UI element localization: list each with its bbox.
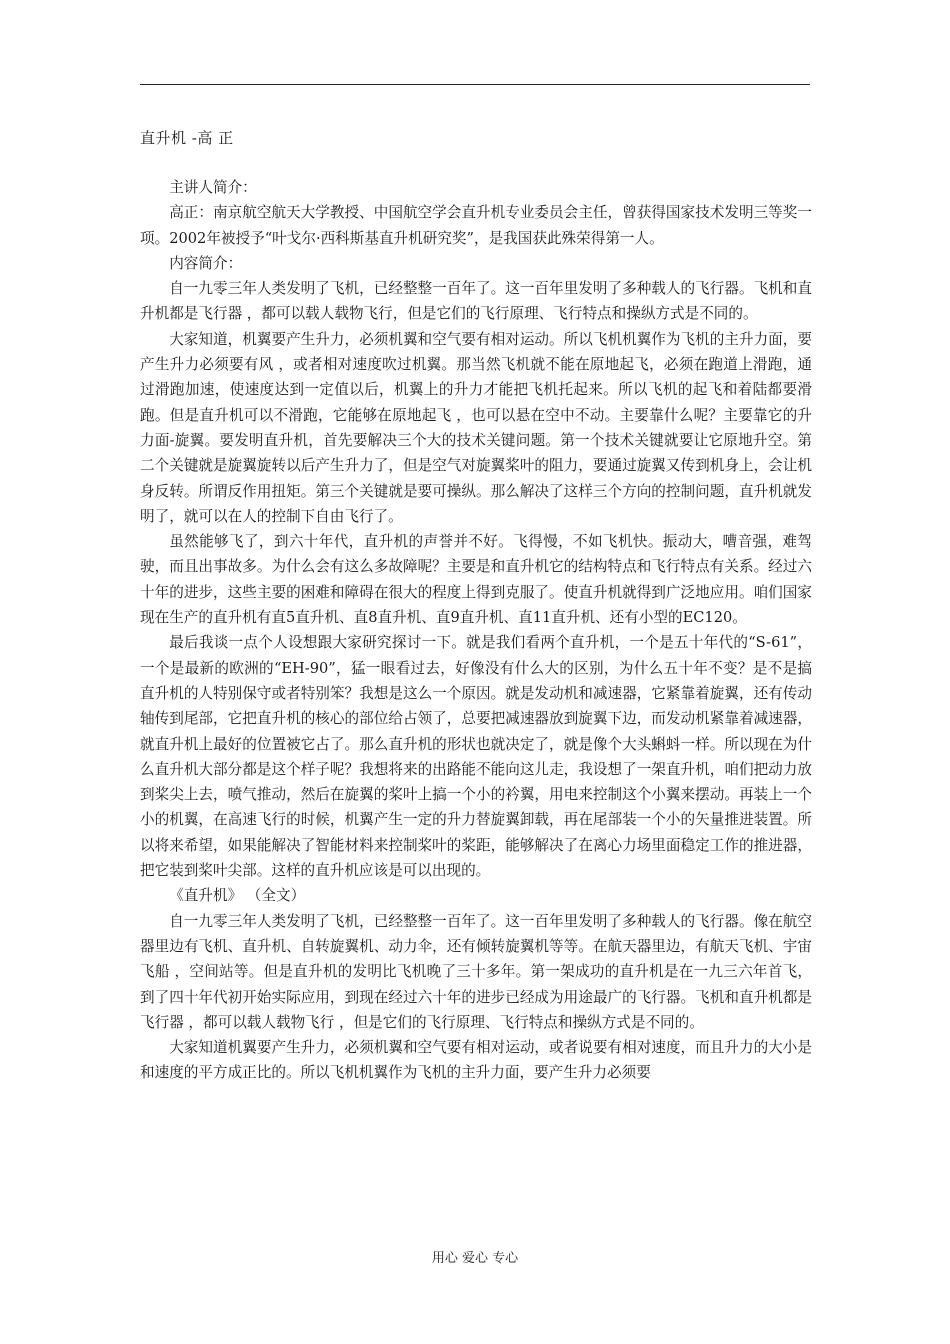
paragraph-speaker-heading: 主讲人简介： [169,179,257,196]
paragraph: 虽然能够飞了，到六十年代，直升机的声誉并不好。飞得慢，不如飞机快。振动大，嘈音强，难驾驶，而且出事故多。为什么会有这么多故障呢？主要是和直升机它的结构特点和飞行特点有关系。经过六十年的进步，这些主要的困难和障碍在很大的程度上得到克服了。使直升机就得到广泛地应用。咱们国家现在生产的直升机有直5直升机、直8直升机、直9直升机、直11直升机、还有小型的EC120。 [140,533,812,627]
paragraph: 大家知道机翼要产生升力，必须机翼和空气要有相对运动，或者说要有相对速度，而且升力的大小是和速度的平方成正比的。所以飞机机翼作为飞机的主升力面，要产生升力必须要 [140,1039,812,1082]
paragraph: 大家知道，机翼要产生升力，必须机翼和空气要有相对运动。所以飞机机翼作为飞机的主升力面，要产生升力必须要有风 ，或者相对速度吹过机翼。那当然飞机就不能在原地起飞，必须在跑道上滑跑，通过滑跑加速，使速度达到一定值以后，机翼上的升力才能把飞机托起来。所以飞机的起飞和着陆都要滑跑。但是直升机可以不滑跑，它能够在原地起飞 ，也可以悬在空中不动。主要靠什么呢？主要靠它的升力面-旋翼。要发明直升机，首先要解决三个大的技术关键问题。第一个技术关键就要让它原地升空。第二个关键就是旋翼旋转以后产生升力了，但是空气对旋翼桨叶的阻力，要通过旋翼又传到机身上，会让机身反转。所谓反作用扭矩。第三个关键就是要可操纵。那么解决了这样三个方向的控制问题，直升机就发明了，就可以在人的控制下自由飞行了。 [140,330,812,525]
page-footer: 用心 爱心 专心 [431,1251,519,1266]
document-body [140,175,812,1086]
paragraph: 最后我谈一点个人设想跟大家研究探讨一下。就是我们看两个直升机，一个是五十年代的“S-61”，一个是最新的欧洲的“EH-90”，猛一眼看过去，好像没有什么大的区别，为什么五十年不变？是不是搞直升机的人特别保守或者特别笨？我想是这么一个原因。就是发动机和减速器，它紧靠着旋翼，还有传动轴传到尾部，它把直升机的核心的部位给占领了，总要把减速器放到旋翼下边，而发动机紧靠着减速器，就直升机上最好的位置被它占了。那么直升机的形状也就决定了，就是像个大头蝌蚪一样。所以现在为什么直升机大部分都是这个样子呢？我想将来的出路能不能向这儿走，我设想了一架直升机，咱们把动力放到桨尖上去，喷气推动，然后在旋翼的桨叶上搞一个小的衿翼，用电来控制这个小翼来摆动。再装上一个小的机翼，在高速飞行的时候，机翼产生一定的升力替旋翼卸载，再在尾部装一个小的矢量推进装置。所以将来希望，如果能解决了智能材料来控制桨叶的桨距，能够解决了在离心力场里面稳定工作的推进器，把它装到桨叶尖部。这样的直升机应该是可以出现的。 [140,634,812,880]
page-title: 直升机 -高 正 [140,129,234,147]
paragraph-summary-heading: 内容简介： [169,254,243,272]
paragraph-speaker-bio: 高正：南京航空航天大学教授、中国航空学会直升机专业委员会主任，曾获得国家技术发明三等奖一项。2002年被授予“叶戈尔·西科斯基直升机研究奖”，是我国获此殊荣得第一人。 [140,204,812,247]
header-rule [140,84,810,85]
paragraph-fulltext-heading: 《直升机》 （全文） [169,887,306,905]
paragraph: 自一九零三年人类发明了飞机，已经整整一百年了。这一百年里发明了多种载人的飞行器。飞机和直升机都是飞行器 ，都可以载人载物飞行，但是它们的飞行原理、飞行特点和操纵方式是不同的。 [140,280,812,323]
paragraph: 自一九零三年人类发明了飞机，已经整整一百年了。这一百年里发明了多种载人的飞行器。像在航空器里边有飞机、直升机、自转旋翼机、动力伞，还有倾转旋翼机等等。在航天器里边，有航天飞机、宇宙飞船 ，空间站等。但是直升机的发明比飞机晚了三十多年。第一架成功的直升机是在一九三六年首飞， 到了四十年代初开始实际应用，到现在经过六十年的进步已经成为用途最广的飞行器。飞机和直升机都是飞行器 ，都可以载人载物飞行 ，但是它们的飞行原理、飞行特点和操纵方式是不同的。 [140,912,812,1031]
